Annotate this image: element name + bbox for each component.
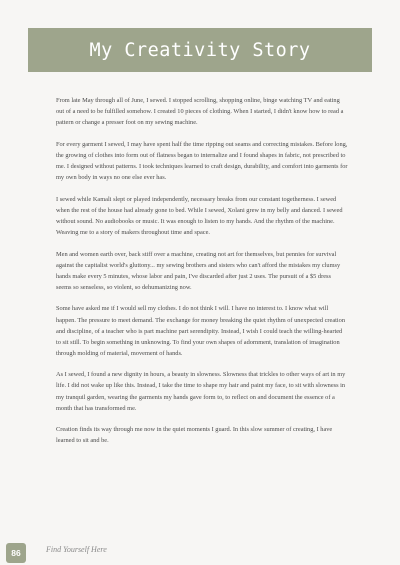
paragraph: Men and women earth over, back stiff over a machine, creating not art for themselves, but pennies for survival against the capitalist world's gluttony... my sewing brothers and sisters who can't afford the mistakes my clumsy hands make every 5 minutes, whose labor and pain, I've discarded after just 2 uses. The pursuit of a $5 dress seems so senseless, so violent, so dehumanizing now. [56, 250, 341, 291]
paragraph: As I sewed, I found a new dignity in hours, a beauty in slowness. Slowness that trickles to other ways of art in my life. I did not wake up like this. Instead, I take the time to shape my hair and paint my face, to sit with slowness in my tranquil garden, wearing the garments my hands gave form to, to reflect on and document the essence of a month that has transformed me. [56, 371, 346, 412]
paragraph: Some have asked me if I would sell my clothes. I do not think I will. I have no interest to. I know what will happen. The pressure to meet demand. The exchange for money breaking the quiet rhythm of unexpected creation and discipline, of a teacher who is part machine part serendipity. Instead, I wish I could teach the willing-hearted to sit still. To begin something in unknowing. To find your own shapes of adornment, translation of imagination through molding of material, movement of hands. [56, 305, 346, 357]
page-title: My Creativity Story [89, 39, 311, 61]
paragraph: From late May through all of June, I sewed. I stopped scrolling, shopping online, binge watching TV and eating out of a need to be fulfilled somehow. I created 10 pieces of clothing. When I started, I didn't know how to read a pattern or change a presser foot on my sewing machine. [56, 97, 344, 127]
page-number-badge: 86 [6, 543, 26, 563]
footer-publication-name: Find Yourself Here [46, 545, 107, 554]
article-body [56, 95, 348, 457]
paragraph: Creation finds its way through me now in the quiet moments I guard. In this slow summer of creating, I have learned to sit and be. [56, 426, 333, 445]
paragraph: For every garment I sewed, I may have spent half the time ripping out seams and correcting mistakes. Before long, the growing of clothes into form out of flatness began to internalize and I found shapes in fabric, not prescribed to me. I designed without patterns. I took techniques learned to craft design, durability, and comfort into garments for my own body in ways no one else ever has. [56, 140, 348, 182]
title-banner [28, 28, 372, 72]
paragraph: I sewed while Kamali slept or played independently, necessary breaks from our constant togetherness. I sewed when the rest of the house had already gone to bed. While I sewed, Xolani grew in my belly and danced. I sewed without sound. No audiobooks or music. It was enough to listen to my hands. And the rhythm of the machine. Weaving me to a story of makers throughout time and space. [56, 195, 343, 236]
